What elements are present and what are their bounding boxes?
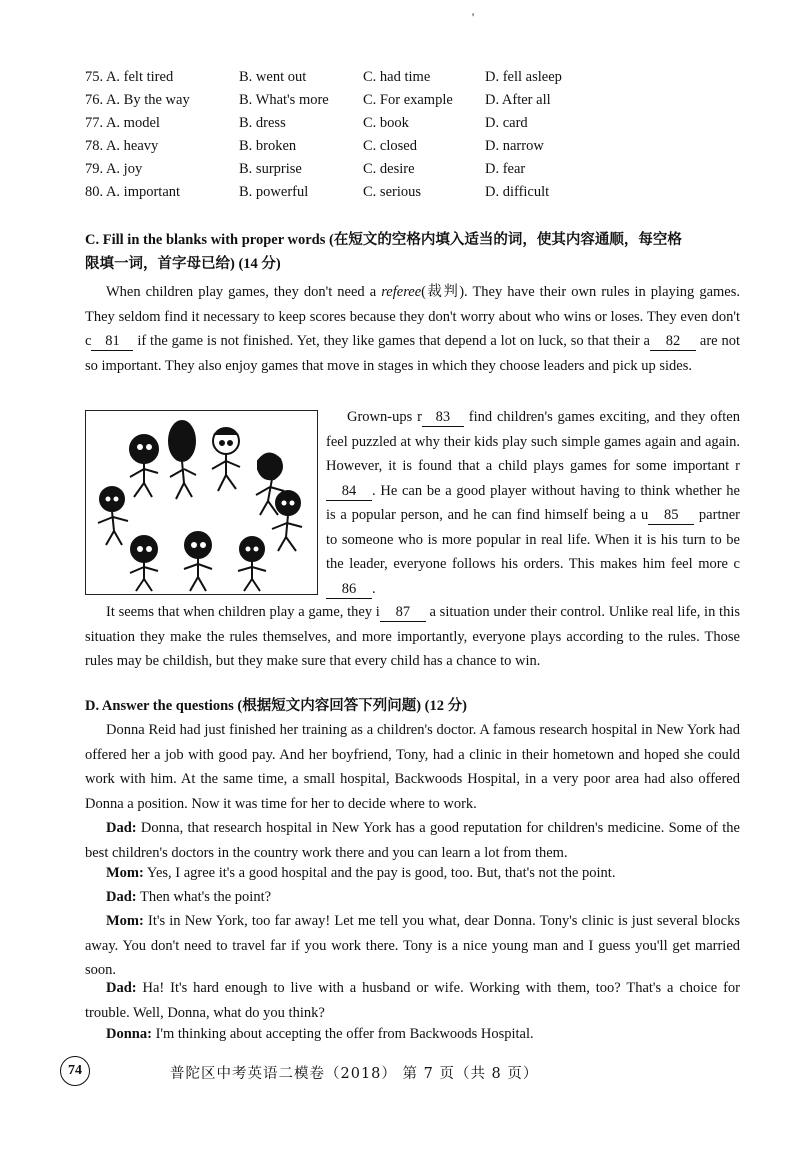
- section-c-paragraph-1: [85, 280, 740, 378]
- option-row: [85, 89, 725, 112]
- section-d-intro: Donna Reid had just finished her training as a children's doctor. A famous research hospital in New York had offered her a job with good pay. And her boyfriend, Tony, had a clinic in their hometown and hoped she could work with him. At the same time, a small hospital, Backwoods Hospital, in a very poor area had also offered Donna a position. Now it was time for her to decide where to work.: [85, 722, 740, 812]
- text-run: find children's games exciting, and they often feel puzzled at why their kids play such simple games again and again. However, it is found that a child plays games for some important r: [326, 409, 740, 474]
- option-c: C. For example: [363, 92, 453, 108]
- blank-84: 84: [326, 482, 372, 501]
- speech-text: I'm thinking about accepting the offer from Backwoods Hospital.: [151, 1026, 534, 1042]
- child-figure: [212, 428, 240, 491]
- option-c: C. had time: [363, 69, 431, 85]
- section-c-paragraph-2: [326, 405, 740, 601]
- option-d: D. fell asleep: [485, 69, 562, 85]
- child-figure: [184, 532, 212, 591]
- children-circle-drawing: [86, 411, 317, 594]
- dialogue-line: [85, 909, 740, 983]
- speaker-name: Dad:: [106, 820, 137, 836]
- option-b: B. surprise: [239, 161, 302, 177]
- option-a: 77. A. model: [85, 115, 160, 131]
- blank-81: 81: [91, 332, 133, 351]
- blank-83: 83: [422, 408, 464, 427]
- text-run: a situation under their control. Unlike real life, in this situation they make the rules themselves, and more importantly, everyone plays according to the rules. Those rules may be childish, but they make sure that every child has a chance to win.: [85, 604, 740, 669]
- option-a: 76. A. By the way: [85, 92, 190, 108]
- option-d: D. After all: [485, 92, 551, 108]
- speaker-name: Mom:: [106, 913, 144, 929]
- text-run: (裁判). They have their own rules in playing games. They seldom find it necessary to keep scores because they don't worry about who wins or loses. They even don't c: [85, 284, 740, 349]
- section-c-paragraph-3: [85, 600, 740, 674]
- option-b: B. broken: [239, 138, 297, 154]
- text-run: .: [372, 580, 376, 597]
- section-d-title: D. Answer the questions (根据短文内容回答下列问题) (12 分): [85, 698, 467, 714]
- option-d: D. card: [485, 115, 528, 131]
- dialogue-line: [85, 816, 740, 865]
- option-row: [85, 112, 725, 135]
- option-a: 80. A. important: [85, 184, 181, 200]
- section-c-title: [85, 228, 740, 276]
- option-row: [85, 158, 725, 181]
- blank-85: 85: [648, 506, 694, 525]
- dialogue-line: [85, 885, 740, 910]
- dialogue-line: [85, 976, 740, 1025]
- speaker-name: Mom:: [106, 865, 144, 881]
- text-run: Grown-ups r: [347, 409, 422, 425]
- speaker-name: Dad:: [106, 980, 137, 996]
- child-figure: [272, 491, 302, 551]
- text-run: . He can be a good player without having to think whether he is a popular person, and he can find himself being a u: [326, 482, 740, 523]
- blank-87: 87: [380, 603, 426, 622]
- child-figure: [238, 537, 266, 591]
- speaker-name: Donna:: [106, 1026, 152, 1042]
- speech-text: Ha! It's hard enough to live with a husband or wife. Working with them, too? That's a choice for trouble. Well, Donna, what do you think?: [85, 980, 740, 1021]
- page-number-badge: 74: [60, 1056, 90, 1086]
- child-figure: [130, 435, 158, 497]
- option-row: [85, 135, 725, 158]
- option-d: D. fear: [485, 161, 526, 177]
- speech-text: Donna, that research hospital in New York has a good reputation for children's medicine. Some of the best children's doctors in the country work there and you can learn a lot from them.: [85, 820, 740, 861]
- section-c-title-line2: 限填一词，首字母已给) (14 分): [85, 256, 281, 272]
- section-c-title-line1: C. Fill in the blanks with proper words (在短文的空格内填入适当的词，使其内容通顺，每空格: [85, 232, 682, 248]
- speech-text: Yes, I agree it's a good hospital and the pay is good, too. But, that's not the point.: [143, 865, 616, 881]
- text-run: if the game is not finished. Yet, they like games that depend a lot on luck, so that their a: [133, 333, 650, 349]
- options-table: [85, 66, 725, 204]
- text-run: are not so important. They also enjoy games that move in stages in which they choose leaders and pick up sides.: [85, 333, 740, 374]
- blank-82: 82: [650, 332, 696, 351]
- child-figure: [98, 487, 128, 545]
- option-b: B. dress: [239, 115, 286, 131]
- speech-text: It's in New York, too far away! Let me tell you what, dear Donna. Tony's clinic is just several blocks away. You don't need to travel far if you work there. Tony is a nice young man and I guess you'll get married soon.: [85, 913, 740, 978]
- option-row: [85, 181, 725, 204]
- option-d: D. narrow: [485, 138, 544, 154]
- option-a: 78. A. heavy: [85, 138, 159, 154]
- option-c: C. closed: [363, 138, 417, 154]
- option-d: D. difficult: [485, 184, 550, 200]
- child-figure: [169, 421, 196, 499]
- text-run: When children play games, they don't need a: [106, 284, 382, 300]
- option-b: B. went out: [239, 69, 307, 85]
- speech-text: Then what's the point?: [136, 889, 272, 905]
- children-playing-illustration: [85, 410, 318, 595]
- option-a: 75. A. felt tired: [85, 69, 174, 85]
- top-mark: ': [472, 10, 475, 24]
- footer-text: 普陀区中考英语二模卷（2018） 第 7 页（共 8 页）: [170, 1066, 539, 1082]
- dialogue-line: [85, 1022, 740, 1047]
- text-run: It seems that when children play a game, they i: [106, 604, 380, 620]
- option-b: B. powerful: [239, 184, 309, 200]
- blank-86: 86: [326, 580, 372, 599]
- page-footer: [60, 1054, 760, 1088]
- option-b: B. What's more: [239, 92, 329, 108]
- dialogue-line: [85, 861, 740, 886]
- option-c: C. desire: [363, 161, 415, 177]
- child-figure: [130, 536, 158, 591]
- speaker-name: Dad:: [106, 889, 137, 905]
- option-c: C. serious: [363, 184, 421, 200]
- option-row: [85, 66, 725, 89]
- option-c: C. book: [363, 115, 409, 131]
- text-run: partner to someone who is more popular in real life. When it is his turn to be the leader, everyone follows his orders. This makes him feel more c: [326, 507, 740, 572]
- referee-word: referee: [381, 284, 422, 300]
- option-a: 79. A. joy: [85, 161, 143, 177]
